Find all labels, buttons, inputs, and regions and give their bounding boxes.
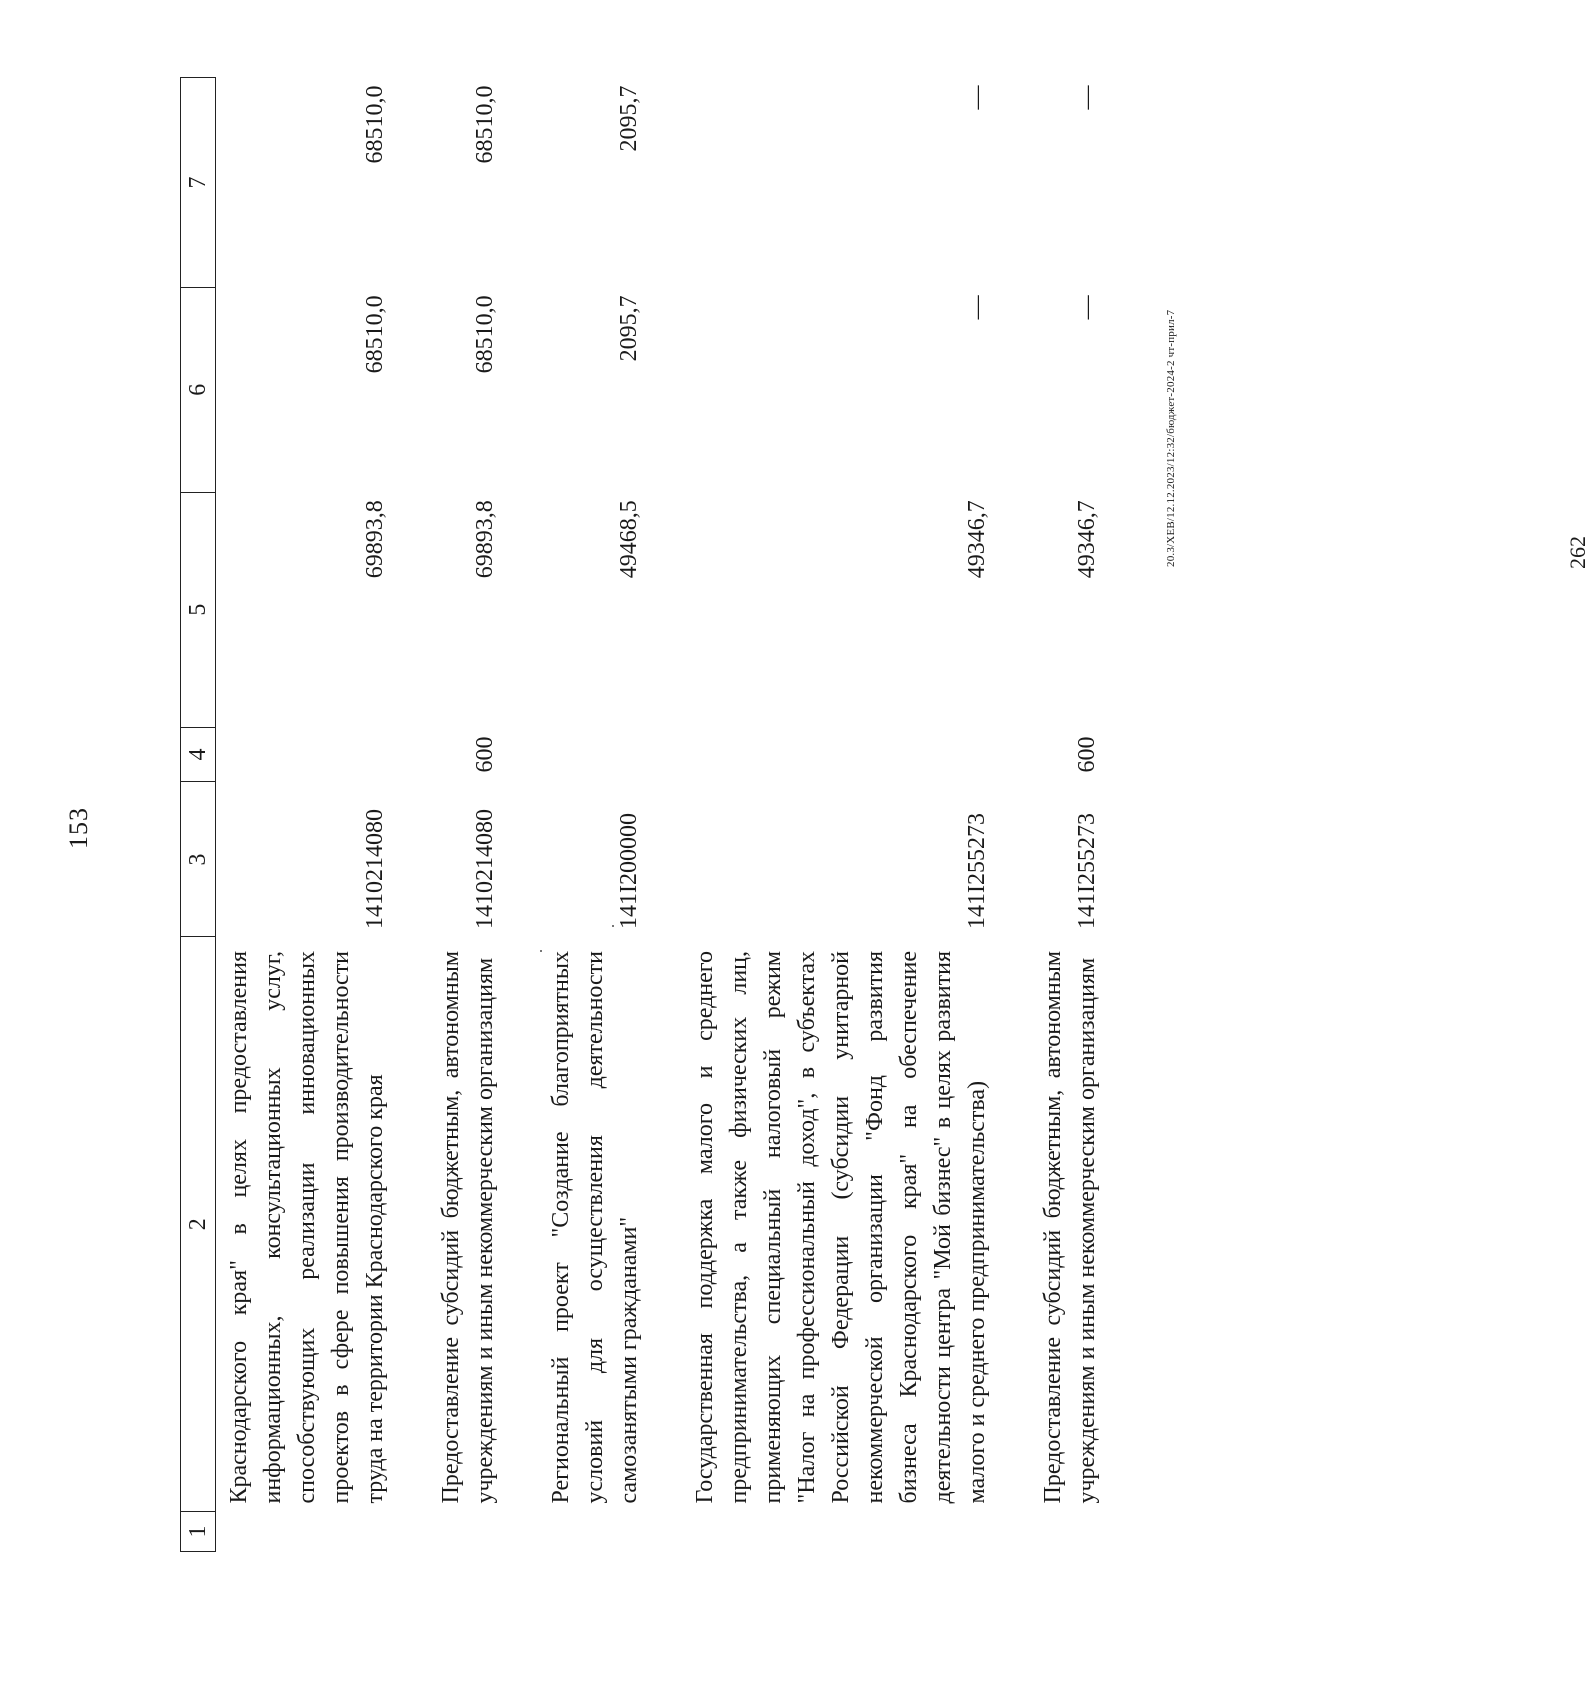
row-4-amount-col7: — bbox=[964, 85, 990, 110]
row-spacer bbox=[508, 78, 538, 1552]
page-number-top: 153 bbox=[64, 807, 93, 849]
row-1-description: Краснодарского края" в целях предоставления информационных, консультационных услуг, способствующих реализации инновационных проектов в сфере повышения производительности труда на территории Краснодарского края bbox=[226, 950, 388, 1504]
row-3-amount-col5: 49468,5 bbox=[616, 500, 642, 579]
header-col-4: 4 bbox=[181, 727, 216, 782]
row-1-amount-col6: 68510,0 bbox=[362, 295, 388, 374]
row-4-amount-col6: — bbox=[964, 295, 990, 320]
table-row bbox=[428, 78, 508, 1552]
row-3-amount-col7: 2095,7 bbox=[616, 85, 642, 152]
row-4-target-code: 141I255273 bbox=[964, 812, 990, 929]
row-2-col-1 bbox=[428, 1512, 508, 1552]
scan-speck bbox=[540, 950, 542, 952]
table-row bbox=[538, 78, 652, 1552]
scan-speck bbox=[612, 925, 614, 927]
row-2-amount-col6: 68510,0 bbox=[472, 295, 498, 374]
row-3-target-code: 141I200000 bbox=[616, 812, 642, 929]
header-col-1: 1 bbox=[181, 1512, 216, 1552]
header-col-6: 6 bbox=[181, 287, 216, 492]
row-1-col-1 bbox=[216, 1512, 399, 1552]
document-footer-path: 20.3/ХЕВ/12.12.2023/12:32/бюджет-2024-2 чт-прил-7 bbox=[1165, 309, 1177, 567]
row-3-col-1 bbox=[538, 1512, 652, 1552]
row-1-amount-col5: 69893,8 bbox=[362, 500, 388, 579]
row-5-col-1 bbox=[1030, 1512, 1110, 1552]
row-4-expense-type bbox=[682, 727, 1000, 782]
row-spacer bbox=[1000, 78, 1030, 1552]
header-col-3: 3 bbox=[181, 782, 216, 937]
row-5-amount-col7: — bbox=[1074, 85, 1100, 110]
row-2-amount-col7: 68510,0 bbox=[472, 85, 498, 164]
table-row bbox=[1030, 78, 1110, 1552]
row-spacer bbox=[652, 78, 682, 1552]
row-3-amount-col6: 2095,7 bbox=[616, 295, 642, 362]
header-col-5: 5 bbox=[181, 492, 216, 727]
header-col-7: 7 bbox=[181, 78, 216, 288]
row-spacer bbox=[398, 78, 428, 1552]
row-2-target-code: 1410214080 bbox=[472, 808, 498, 929]
row-1-expense-type bbox=[216, 727, 399, 782]
row-3-description: Региональный проект "Создание благоприятных условий для осуществления деятельности самозанятыми гражданами" bbox=[548, 950, 642, 1504]
row-5-expense-type: 600 bbox=[1074, 736, 1100, 773]
row-4-col-1 bbox=[682, 1512, 1000, 1552]
row-5-amount-col6: — bbox=[1074, 295, 1100, 320]
row-5-amount-col5: 49346,7 bbox=[1074, 500, 1100, 579]
row-2-amount-col5: 69893,8 bbox=[472, 500, 498, 579]
row-1-target-code: 1410214080 bbox=[362, 808, 388, 929]
table-row bbox=[682, 78, 1000, 1552]
row-2-expense-type: 600 bbox=[472, 736, 498, 773]
page-number-bottom: 262 bbox=[1565, 536, 1590, 569]
row-4-amount-col5: 49346,7 bbox=[964, 500, 990, 579]
row-4-description: Государственная поддержка малого и среднего предпринимательства, а также физических лиц, применяющих специальный налоговый режим "Налог на профессиональный доход", в субъектах Российской Федерации (субсидии унитарной некоммерческой организации "Фонд развития бизнеса Краснодарского края" на обеспечение деятельности центра "Мой бизнес" в целях развития малого и среднего предпринимательства) bbox=[692, 950, 990, 1504]
row-1-amount-col7: 68510,0 bbox=[362, 85, 388, 164]
row-5-description: Предоставление субсидий бюджетным, автономным учреждениям и иным некоммерческим организациям bbox=[1040, 950, 1100, 1504]
table-header-row bbox=[181, 78, 216, 1552]
header-col-2: 2 bbox=[181, 937, 216, 1512]
row-5-target-code: 141I255273 bbox=[1074, 812, 1100, 929]
row-3-expense-type bbox=[538, 727, 652, 782]
budget-table bbox=[180, 77, 1110, 1552]
row-2-description: Предоставление субсидий бюджетным, автономным учреждениям и иным некоммерческим организациям bbox=[438, 950, 498, 1504]
table-row bbox=[216, 78, 399, 1552]
